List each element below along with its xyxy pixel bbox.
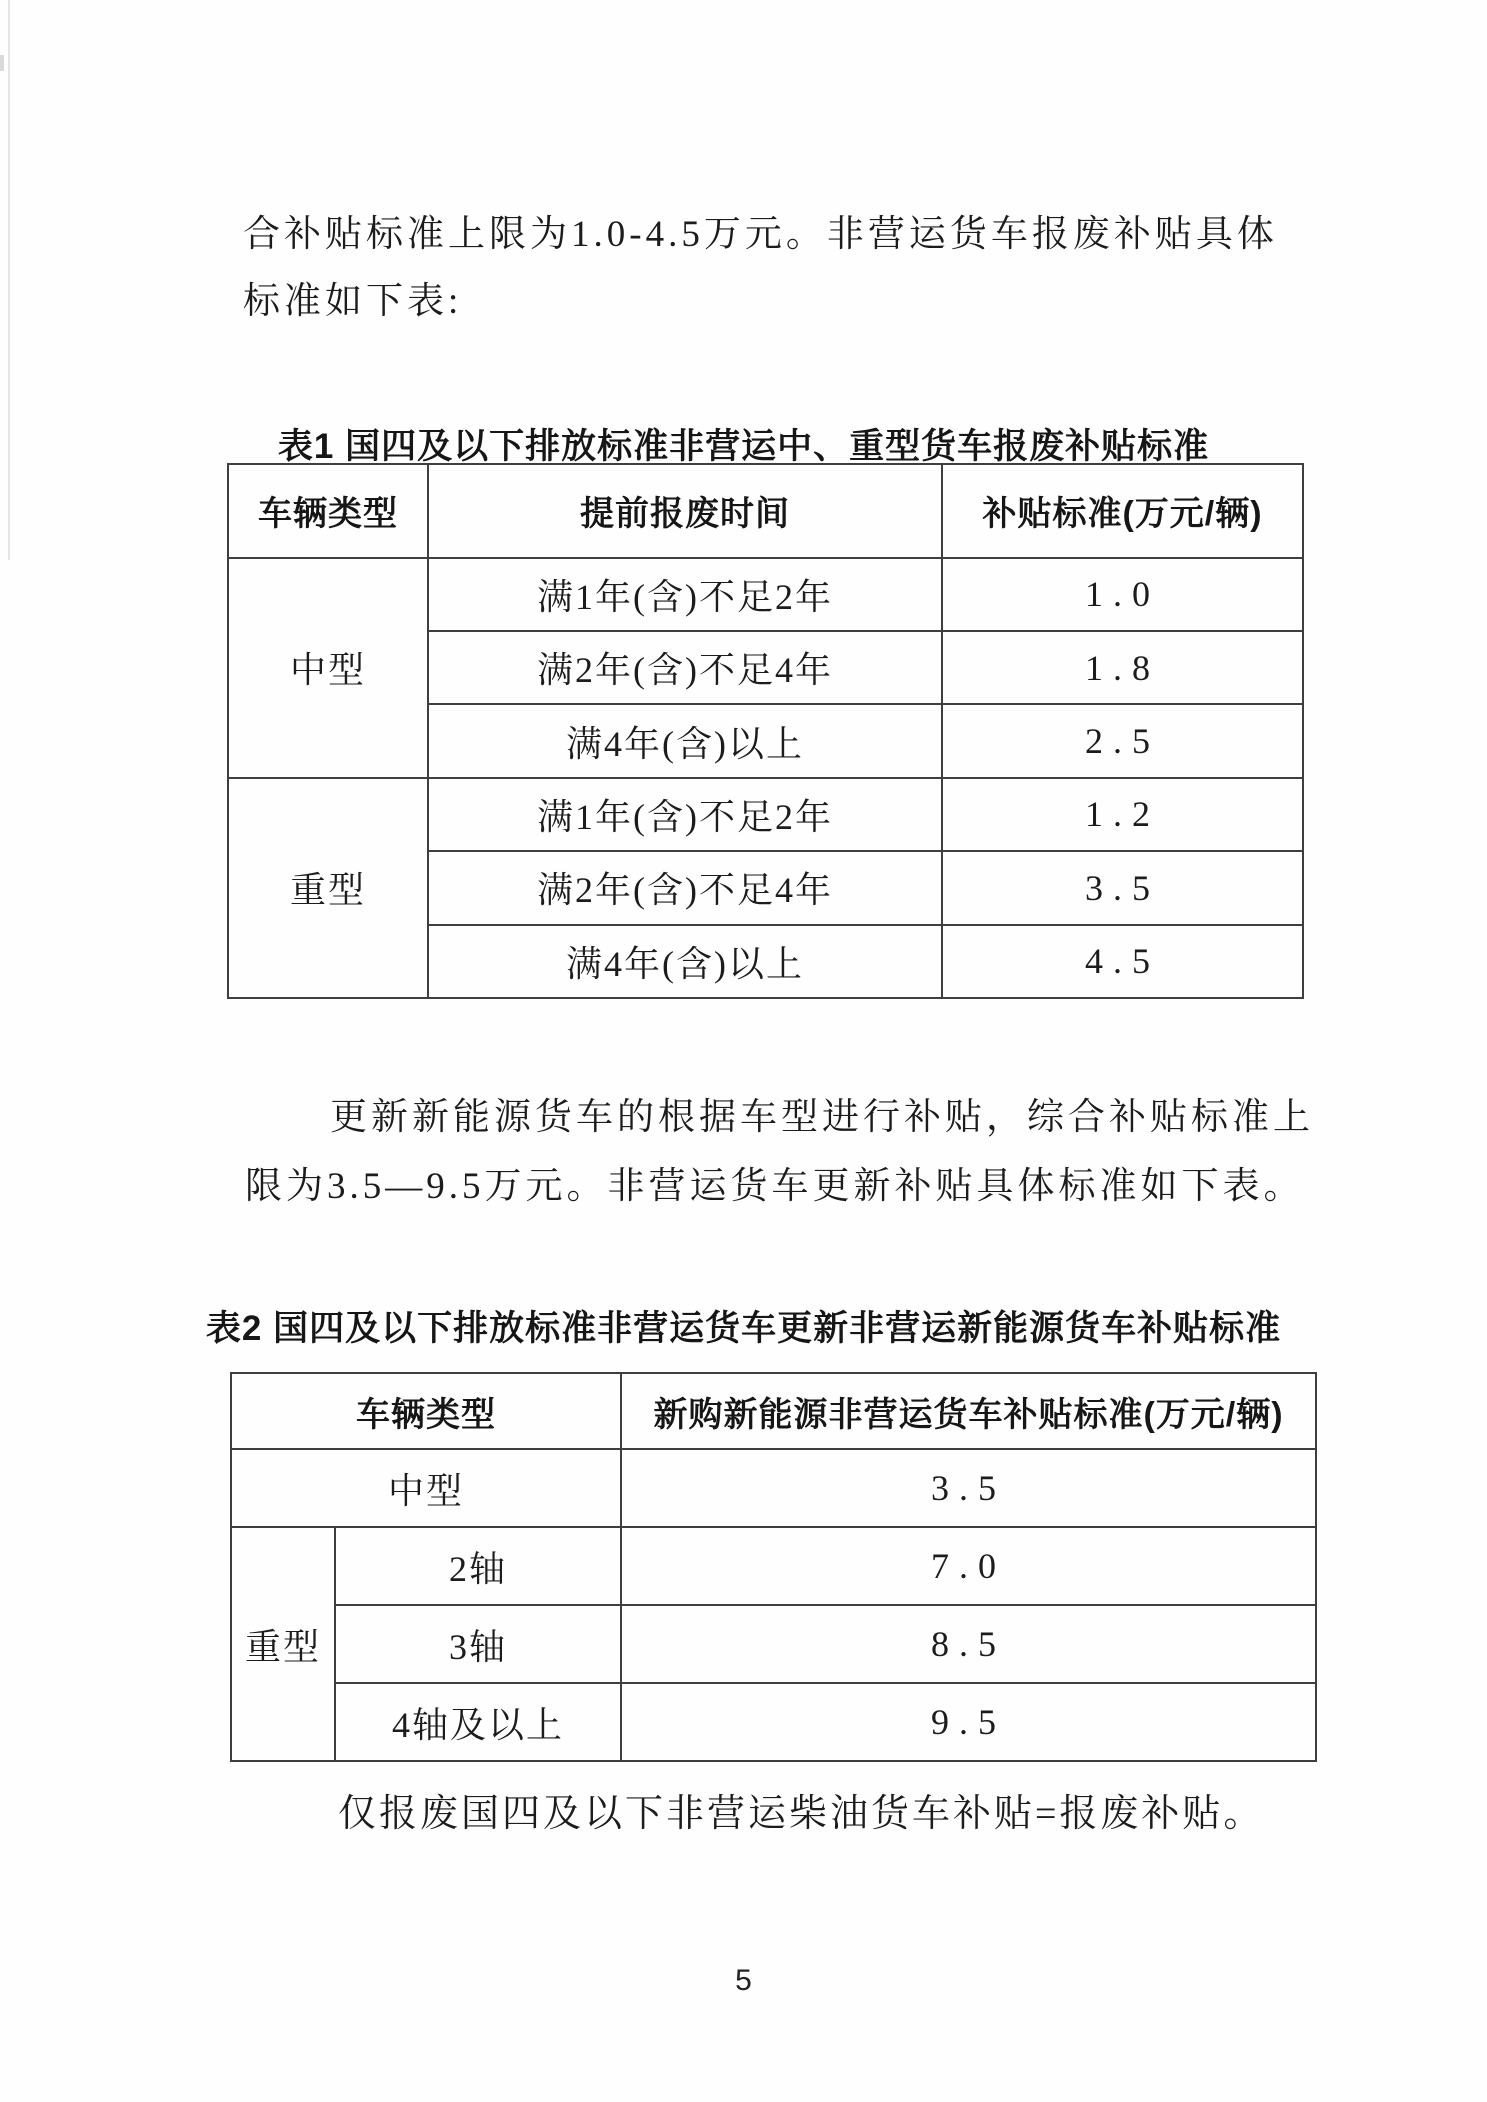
table2-heavy-axle4-label: 4轴及以上 [335,1683,621,1761]
table1-medium-row3-time: 满4年(含)以上 [428,704,942,777]
table2-medium-subsidy: 3.5 [621,1449,1316,1527]
table-row [231,1449,1316,1527]
table2-heavy-axle2-subsidy: 7.0 [621,1527,1316,1605]
table1-header-row [228,464,1303,558]
table1-medium-row2-time: 满2年(含)不足4年 [428,631,942,704]
table2-heavy-axle3-subsidy: 8.5 [621,1605,1316,1683]
table-row [231,1605,1316,1683]
table1-heavy-row3-subsidy: 4.5 [942,925,1303,998]
table2-renewal-subsidy [230,1372,1317,1762]
table1-scrappage-subsidy [227,463,1304,999]
table1-header-subsidy: 补贴标准(万元/辆) [942,464,1303,558]
table1-heavy-row2-subsidy: 3.5 [942,851,1303,924]
table1-heavy-row1-time: 满1年(含)不足2年 [428,778,942,851]
table-row [228,778,1303,851]
table2-type-heavy: 重型 [231,1527,335,1761]
table2-title: 表2 国四及以下排放标准非营运货车更新非营运新能源货车补贴标准 [205,1309,1282,1348]
table1-medium-row1-subsidy: 1.0 [942,558,1303,631]
table2-heavy-axle4-subsidy: 9.5 [621,1683,1316,1761]
paragraph1-line2: 标准如下表: [243,281,463,322]
table1-medium-row1-time: 满1年(含)不足2年 [428,558,942,631]
page-number: 5 [735,1964,752,1997]
table2-type-medium: 中型 [231,1449,621,1527]
table2-header-row [231,1373,1316,1449]
table2-header-subsidy: 新购新能源非营运货车补贴标准(万元/辆) [621,1373,1316,1449]
table1-header-scrap-time: 提前报废时间 [428,464,942,558]
table1-medium-row2-subsidy: 1.8 [942,631,1303,704]
table1-heavy-row1-subsidy: 1.2 [942,778,1303,851]
scan-artifact-notch [0,55,4,71]
table1-heavy-row3-time: 满4年(含)以上 [428,925,942,998]
table2-heavy-axle2-label: 2轴 [335,1527,621,1605]
scan-artifact-line [8,0,10,560]
table2-header-vehicle-type: 车辆类型 [231,1373,621,1449]
table1-type-medium: 中型 [228,558,428,778]
table1-medium-row3-subsidy: 2.5 [942,704,1303,777]
table2-heavy-axle3-label: 3轴 [335,1605,621,1683]
table1-heavy-row2-time: 满2年(含)不足4年 [428,851,942,924]
paragraph1-line1: 合补贴标准上限为1.0-4.5万元。非营运货车报废补贴具体 [243,214,1278,255]
paragraph2-line2: 限为3.5—9.5万元。非营运货车更新补贴具体标准如下表。 [245,1166,1305,1207]
paragraph2-line1: 更新新能源货车的根据车型进行补贴，综合补贴标准上 [330,1097,1314,1138]
table1-header-vehicle-type: 车辆类型 [228,464,428,558]
table-row [231,1683,1316,1761]
table-row [231,1527,1316,1605]
table1-type-heavy: 重型 [228,778,428,998]
table-row [228,558,1303,631]
note-line: 仅报废国四及以下非营运柴油货车补贴=报废补贴。 [338,1793,1265,1835]
table1-title: 表1 国四及以下排放标准非营运中、重型货车报废补贴标准 [277,427,1210,466]
